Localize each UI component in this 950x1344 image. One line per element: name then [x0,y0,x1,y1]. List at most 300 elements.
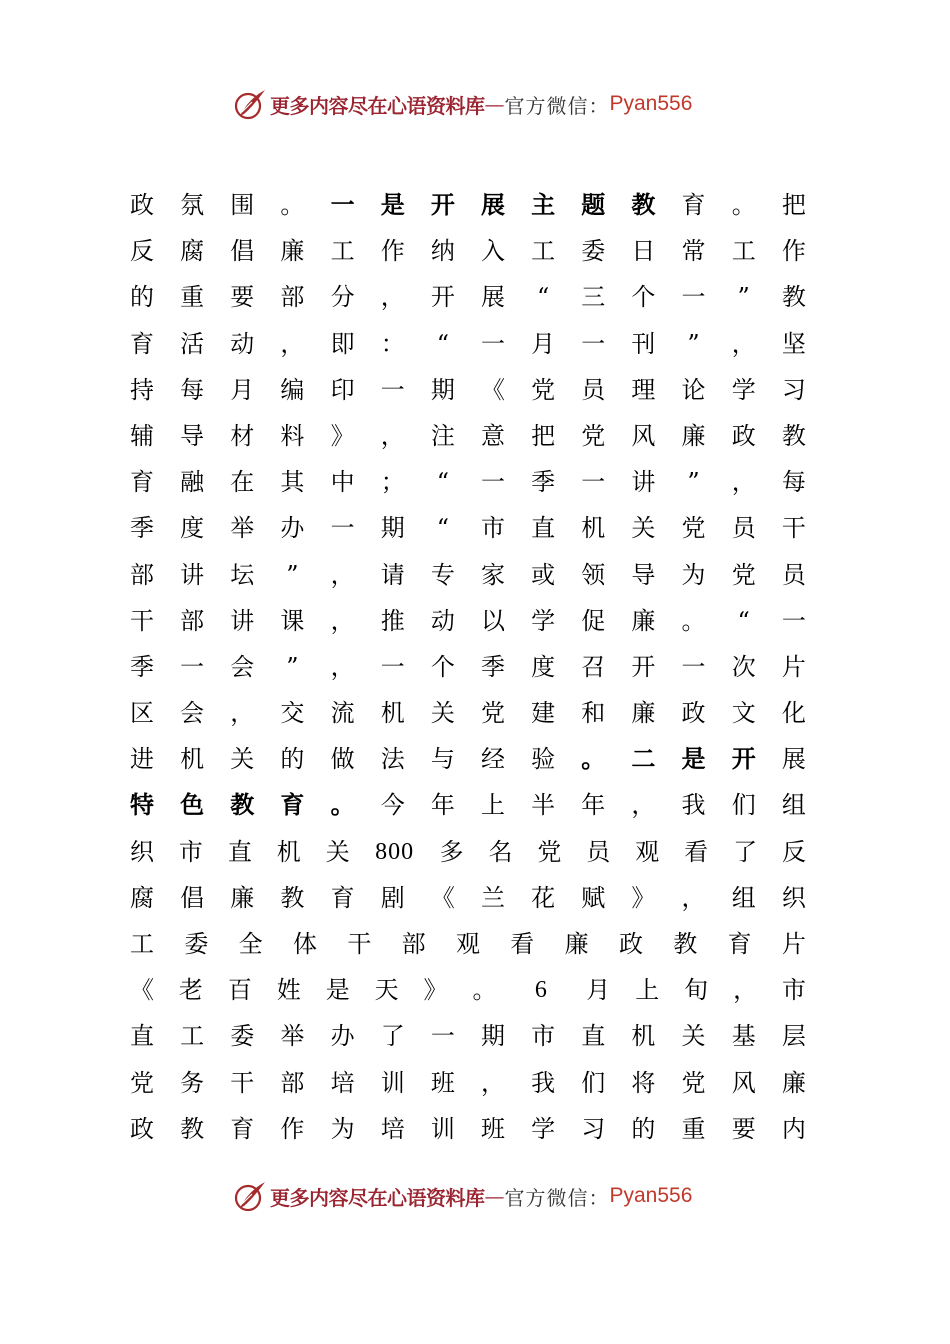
text-char: 重 [681,1114,706,1143]
text-char: 教 [230,790,255,820]
text-char: 廉 [230,883,255,912]
text-char: “ [737,606,750,635]
text-char: 一 [430,1022,455,1051]
text-char: 展 [480,190,505,219]
text-char: 年 [581,791,606,820]
text-char: 的 [631,1114,656,1143]
banner-wechat-label: 官方微信： [504,93,610,118]
text-char: 围 [230,191,255,219]
text-char: 政 [130,1114,154,1143]
text-char: 育 [130,329,154,358]
text-char: 姓 [276,976,301,1005]
text-char: 导 [180,421,205,450]
text-char: 印 [330,375,355,404]
text-char: 风 [731,1068,756,1097]
text-char: 一 [681,652,706,681]
text-char: 党 [531,375,556,404]
text-char: 个 [430,652,455,681]
text-char: 倡 [230,237,255,266]
text-char: 为 [330,1114,355,1143]
text-char: 教 [673,930,698,958]
text-char: 。 [731,191,756,219]
text-char: 政 [731,421,756,450]
text-line [128,505,808,551]
text-char: 举 [230,514,255,543]
text-line [128,921,808,967]
text-char: 培 [380,1114,405,1143]
text-char: 要 [731,1114,756,1143]
text-char: 工 [330,237,355,266]
text-char: 机 [180,745,205,774]
text-char: 市 [480,514,505,543]
document-body [128,182,808,1152]
text-char: 部 [130,560,154,589]
text-line [128,1060,808,1106]
text-char: 一 [180,652,205,681]
text-char: 与 [430,745,455,774]
text-char: 。 [280,191,305,219]
text-char: 看 [510,930,535,958]
text-char: 工 [731,237,756,266]
text-char: 工 [130,930,154,958]
text-char: ： [380,329,405,358]
text-char: 文 [731,699,756,728]
text-char: ， [733,976,758,1005]
text-char: 体 [292,930,317,958]
text-char: 。 [472,976,497,1005]
text-char: 开 [731,744,756,774]
text-char: ， [480,1068,505,1097]
text-char: 论 [681,375,706,404]
text-char: 干 [130,606,154,635]
text-char: 了 [380,1022,405,1051]
text-char: ， [330,606,355,635]
text-char: 办 [280,514,305,543]
text-char: 持 [130,375,154,404]
text-char: 习 [781,375,806,404]
text-char: 教 [180,1114,205,1143]
text-char: 《 [130,976,154,1005]
text-char: 办 [330,1022,355,1051]
text-char: 倡 [180,883,205,912]
text-char: 花 [531,883,556,912]
text-char: 关 [230,745,255,774]
text-char: ； [380,468,405,497]
text-char: 作 [781,237,806,266]
quill-logo-icon [232,1178,268,1214]
text-char: 验 [531,745,556,774]
text-line [128,321,808,367]
text-char: 机 [380,699,405,728]
text-char: 员 [586,837,611,866]
text-char: 一 [380,375,405,404]
text-char: ， [230,699,255,728]
text-char: 机 [276,837,301,866]
text-char: 党 [480,699,505,728]
text-char: 次 [731,652,756,681]
text-char: 班 [430,1068,455,1097]
text-char: 腐 [130,883,154,912]
text-char: 务 [180,1068,205,1097]
text-char: 动 [230,329,255,358]
text-char: 常 [681,237,706,266]
text-char: 入 [480,237,505,266]
text-char: 关 [631,514,656,543]
text-char: 。 [581,744,606,774]
text-char: 料 [280,421,305,450]
text-char: ” [737,283,750,312]
text-char: 融 [180,468,205,497]
text-char: 开 [430,283,455,312]
text-char: 看 [684,837,709,866]
text-char: 做 [330,745,355,774]
text-char: 市 [531,1022,556,1051]
text-char: 机 [581,514,606,543]
text-char: 月 [531,329,556,358]
text-char: 部 [180,606,205,635]
text-char: 风 [631,421,656,450]
text-char: 教 [781,283,806,312]
text-char: 训 [380,1068,405,1097]
text-char: 主 [531,190,556,219]
text-char: 组 [731,883,756,912]
text-char: 季 [130,652,154,681]
text-char: 导 [631,560,656,589]
text-char: 中 [330,468,355,497]
text-char: 举 [280,1022,305,1051]
text-char: 作 [380,237,405,266]
text-char: 组 [781,791,806,820]
text-char: 流 [330,699,355,728]
text-char: 机 [631,1022,656,1051]
text-char: 期 [480,1022,505,1051]
text-char: “ [536,283,550,312]
text-char: 以 [480,606,505,635]
text-char: 直 [130,1022,154,1051]
text-char: 上 [635,976,660,1005]
text-char: ” [687,468,700,497]
text-char: 作 [280,1114,305,1143]
text-char: 委 [184,930,209,958]
text-char: 兰 [480,883,505,912]
text-char: 政 [618,930,643,958]
text-char: 委 [581,237,606,266]
text-char: 召 [581,652,606,681]
text-line [128,967,808,1013]
text-char: 天 [374,976,399,1005]
text-char: 政 [130,191,154,219]
text-char: 促 [581,606,606,635]
text-char: 反 [781,837,806,866]
text-char: 氛 [180,191,205,219]
quill-logo-icon [232,86,268,122]
text-char: 教 [280,883,305,912]
text-line [128,736,808,782]
text-char: 部 [401,930,426,958]
text-char: 市 [178,837,203,866]
text-char: 期 [380,514,405,543]
text-char: 是 [380,190,405,219]
text-line [128,459,808,505]
text-char: 特 [130,790,154,820]
footer-banner [232,1176,692,1216]
header-banner [232,84,692,124]
text-char: 进 [130,745,154,774]
text-char: 日 [631,237,656,266]
text-char: 理 [631,375,656,404]
text-char: 家 [480,560,505,589]
text-char: 育 [130,468,154,497]
text-char: 市 [781,976,806,1005]
text-char: 层 [781,1022,806,1051]
text-char: 每 [180,375,205,404]
text-char: 季 [480,652,505,681]
text-char: 工 [180,1022,205,1051]
text-char: 党 [731,560,756,589]
text-char: 多 [439,837,464,866]
text-char: 学 [531,606,556,635]
text-char: 一 [380,652,405,681]
text-line [128,552,808,598]
banner-separator: — [484,1184,505,1208]
text-char: 员 [781,560,806,589]
text-char: 们 [581,1068,606,1097]
text-char: 干 [230,1068,255,1097]
text-char: ， [681,883,706,912]
text-char: 育 [681,191,706,219]
text-char: 为 [681,560,706,589]
text-char: 区 [130,699,154,728]
text-char: 6 [534,977,548,1004]
text-char: 。 [330,790,355,820]
text-char: ， [280,329,305,358]
text-char: 教 [781,421,806,450]
text-char: 名 [488,837,513,866]
text-char: 和 [581,699,606,728]
text-char: 分 [330,283,355,312]
text-char: 学 [531,1114,556,1143]
text-char: 。 [681,606,706,635]
text-char: 把 [531,421,556,450]
text-char: 习 [581,1114,606,1143]
text-char: 季 [531,468,556,497]
text-char: 上 [480,791,505,820]
text-char: 度 [180,514,205,543]
text-char: 每 [781,468,806,497]
text-char: 关 [325,837,350,866]
text-char: 全 [238,930,263,958]
text-char: 材 [230,421,255,450]
banner-separator: — [484,92,505,116]
text-char: ， [380,283,405,312]
text-char: 的 [280,745,305,774]
text-char: 工 [531,237,556,266]
text-char: 在 [230,468,255,497]
text-char: 重 [180,283,205,312]
text-char: 课 [280,606,305,635]
text-char: ， [631,791,656,820]
text-char: 将 [631,1068,656,1097]
banner-brand: 更多内容尽在心语资料库 [270,1185,485,1210]
text-char: ” [286,560,299,589]
text-char: 片 [781,930,806,958]
text-char: 年 [430,791,455,820]
text-char: 干 [781,514,806,543]
text-char: 了 [733,837,758,866]
text-char: 讲 [180,560,205,589]
text-char: 月 [586,976,611,1005]
text-char: 即 [330,329,355,358]
text-char: 部 [280,283,305,312]
text-line [128,829,808,875]
text-char: 请 [380,560,405,589]
text-char: 要 [230,283,255,312]
text-line [128,367,808,413]
text-char: 的 [130,283,154,312]
text-char: 度 [531,652,556,681]
text-line [128,875,808,921]
text-char: 开 [430,190,455,219]
text-char: 今 [380,791,405,820]
text-char: 活 [180,329,205,358]
text-char: 廉 [631,699,656,728]
text-char: 一 [581,329,606,358]
text-char: 我 [681,791,706,820]
text-char: 训 [430,1114,455,1143]
text-char: 坚 [781,329,806,358]
text-char: 廉 [781,1068,806,1097]
text-char: 百 [227,976,252,1005]
text-line [128,690,808,736]
text-char: 党 [581,421,606,450]
text-char: 我 [531,1068,556,1097]
text-char: 一 [681,283,706,312]
text-char: 三 [581,283,606,312]
text-char: 一 [581,468,606,497]
text-char: 是 [325,976,350,1005]
text-char: 委 [230,1022,255,1051]
text-char: 直 [531,514,556,543]
banner-wechat-id: Pyan556 [609,92,693,115]
text-char: 赋 [581,883,606,912]
text-char: 》 [631,883,656,912]
text-char: 题 [581,190,606,219]
text-char: 或 [531,560,556,589]
text-char: 编 [280,375,305,404]
text-char: 一 [330,514,355,543]
text-char: 展 [480,283,505,312]
text-char: 育 [280,790,305,820]
text-char: ” [286,652,299,681]
text-char: 纳 [430,237,455,266]
text-char: 观 [455,930,480,958]
text-char: 》 [330,421,355,450]
text-char: ” [687,329,700,358]
text-char: 廉 [631,606,656,635]
text-char: 一 [480,329,505,358]
text-char: 半 [531,791,556,820]
text-char: 部 [280,1068,305,1097]
text-char: 育 [727,930,752,958]
text-char: 老 [178,976,203,1005]
text-char: ， [330,560,355,589]
text-char: 建 [531,699,556,728]
text-char: 观 [635,837,660,866]
text-char: 员 [581,375,606,404]
text-char: ， [731,468,756,497]
text-char: 基 [731,1022,756,1051]
text-char: ， [380,421,405,450]
text-char: 党 [681,514,706,543]
text-char: 剧 [380,883,405,912]
text-char: 注 [430,421,455,450]
text-char: 坛 [230,560,255,589]
text-char: 刊 [631,329,656,358]
text-char: 会 [180,699,205,728]
text-char: 会 [230,652,255,681]
text-char: 期 [430,375,455,404]
text-char: 法 [380,745,405,774]
banner-wechat-id: Pyan556 [609,1184,693,1207]
text-char: ， [330,652,355,681]
text-char: 讲 [631,468,656,497]
text-char: 800 [375,838,415,865]
text-char: 是 [681,744,706,774]
text-char: 育 [230,1114,255,1143]
text-char: 党 [130,1068,154,1097]
text-char: 动 [430,606,455,635]
text-char: 政 [681,699,706,728]
text-char: 廉 [280,237,305,266]
text-line [128,1106,808,1152]
text-char: 反 [130,237,154,266]
text-char: 旬 [684,976,709,1005]
text-line [128,413,808,459]
text-char: 一 [480,468,505,497]
text-char: 织 [781,883,806,912]
text-char: 党 [537,837,562,866]
text-char: 育 [330,883,355,912]
text-char: 内 [781,1114,806,1143]
text-char: 》 [423,976,448,1005]
text-char: ， [731,329,756,358]
text-char: 关 [681,1022,706,1051]
text-char: “ [436,514,449,543]
text-char: 教 [631,190,656,219]
text-line [128,274,808,320]
text-char: 色 [180,790,205,820]
text-char: 领 [581,560,606,589]
text-char: 其 [280,468,305,497]
text-char: 《 [480,375,505,404]
text-char: 推 [380,606,405,635]
text-char: 一 [330,190,355,219]
text-char: 员 [731,514,756,543]
text-char: 月 [230,375,255,404]
text-char: 讲 [230,606,255,635]
text-char: “ [436,329,449,358]
text-char: 培 [330,1068,355,1097]
text-char: 辅 [130,421,154,450]
text-char: 织 [130,837,154,866]
text-line [128,182,808,228]
text-char: 党 [681,1068,706,1097]
text-char: 片 [781,652,806,681]
text-line [128,228,808,274]
text-char: 《 [430,883,455,912]
text-char: “ [436,468,449,497]
text-char: 开 [631,652,656,681]
